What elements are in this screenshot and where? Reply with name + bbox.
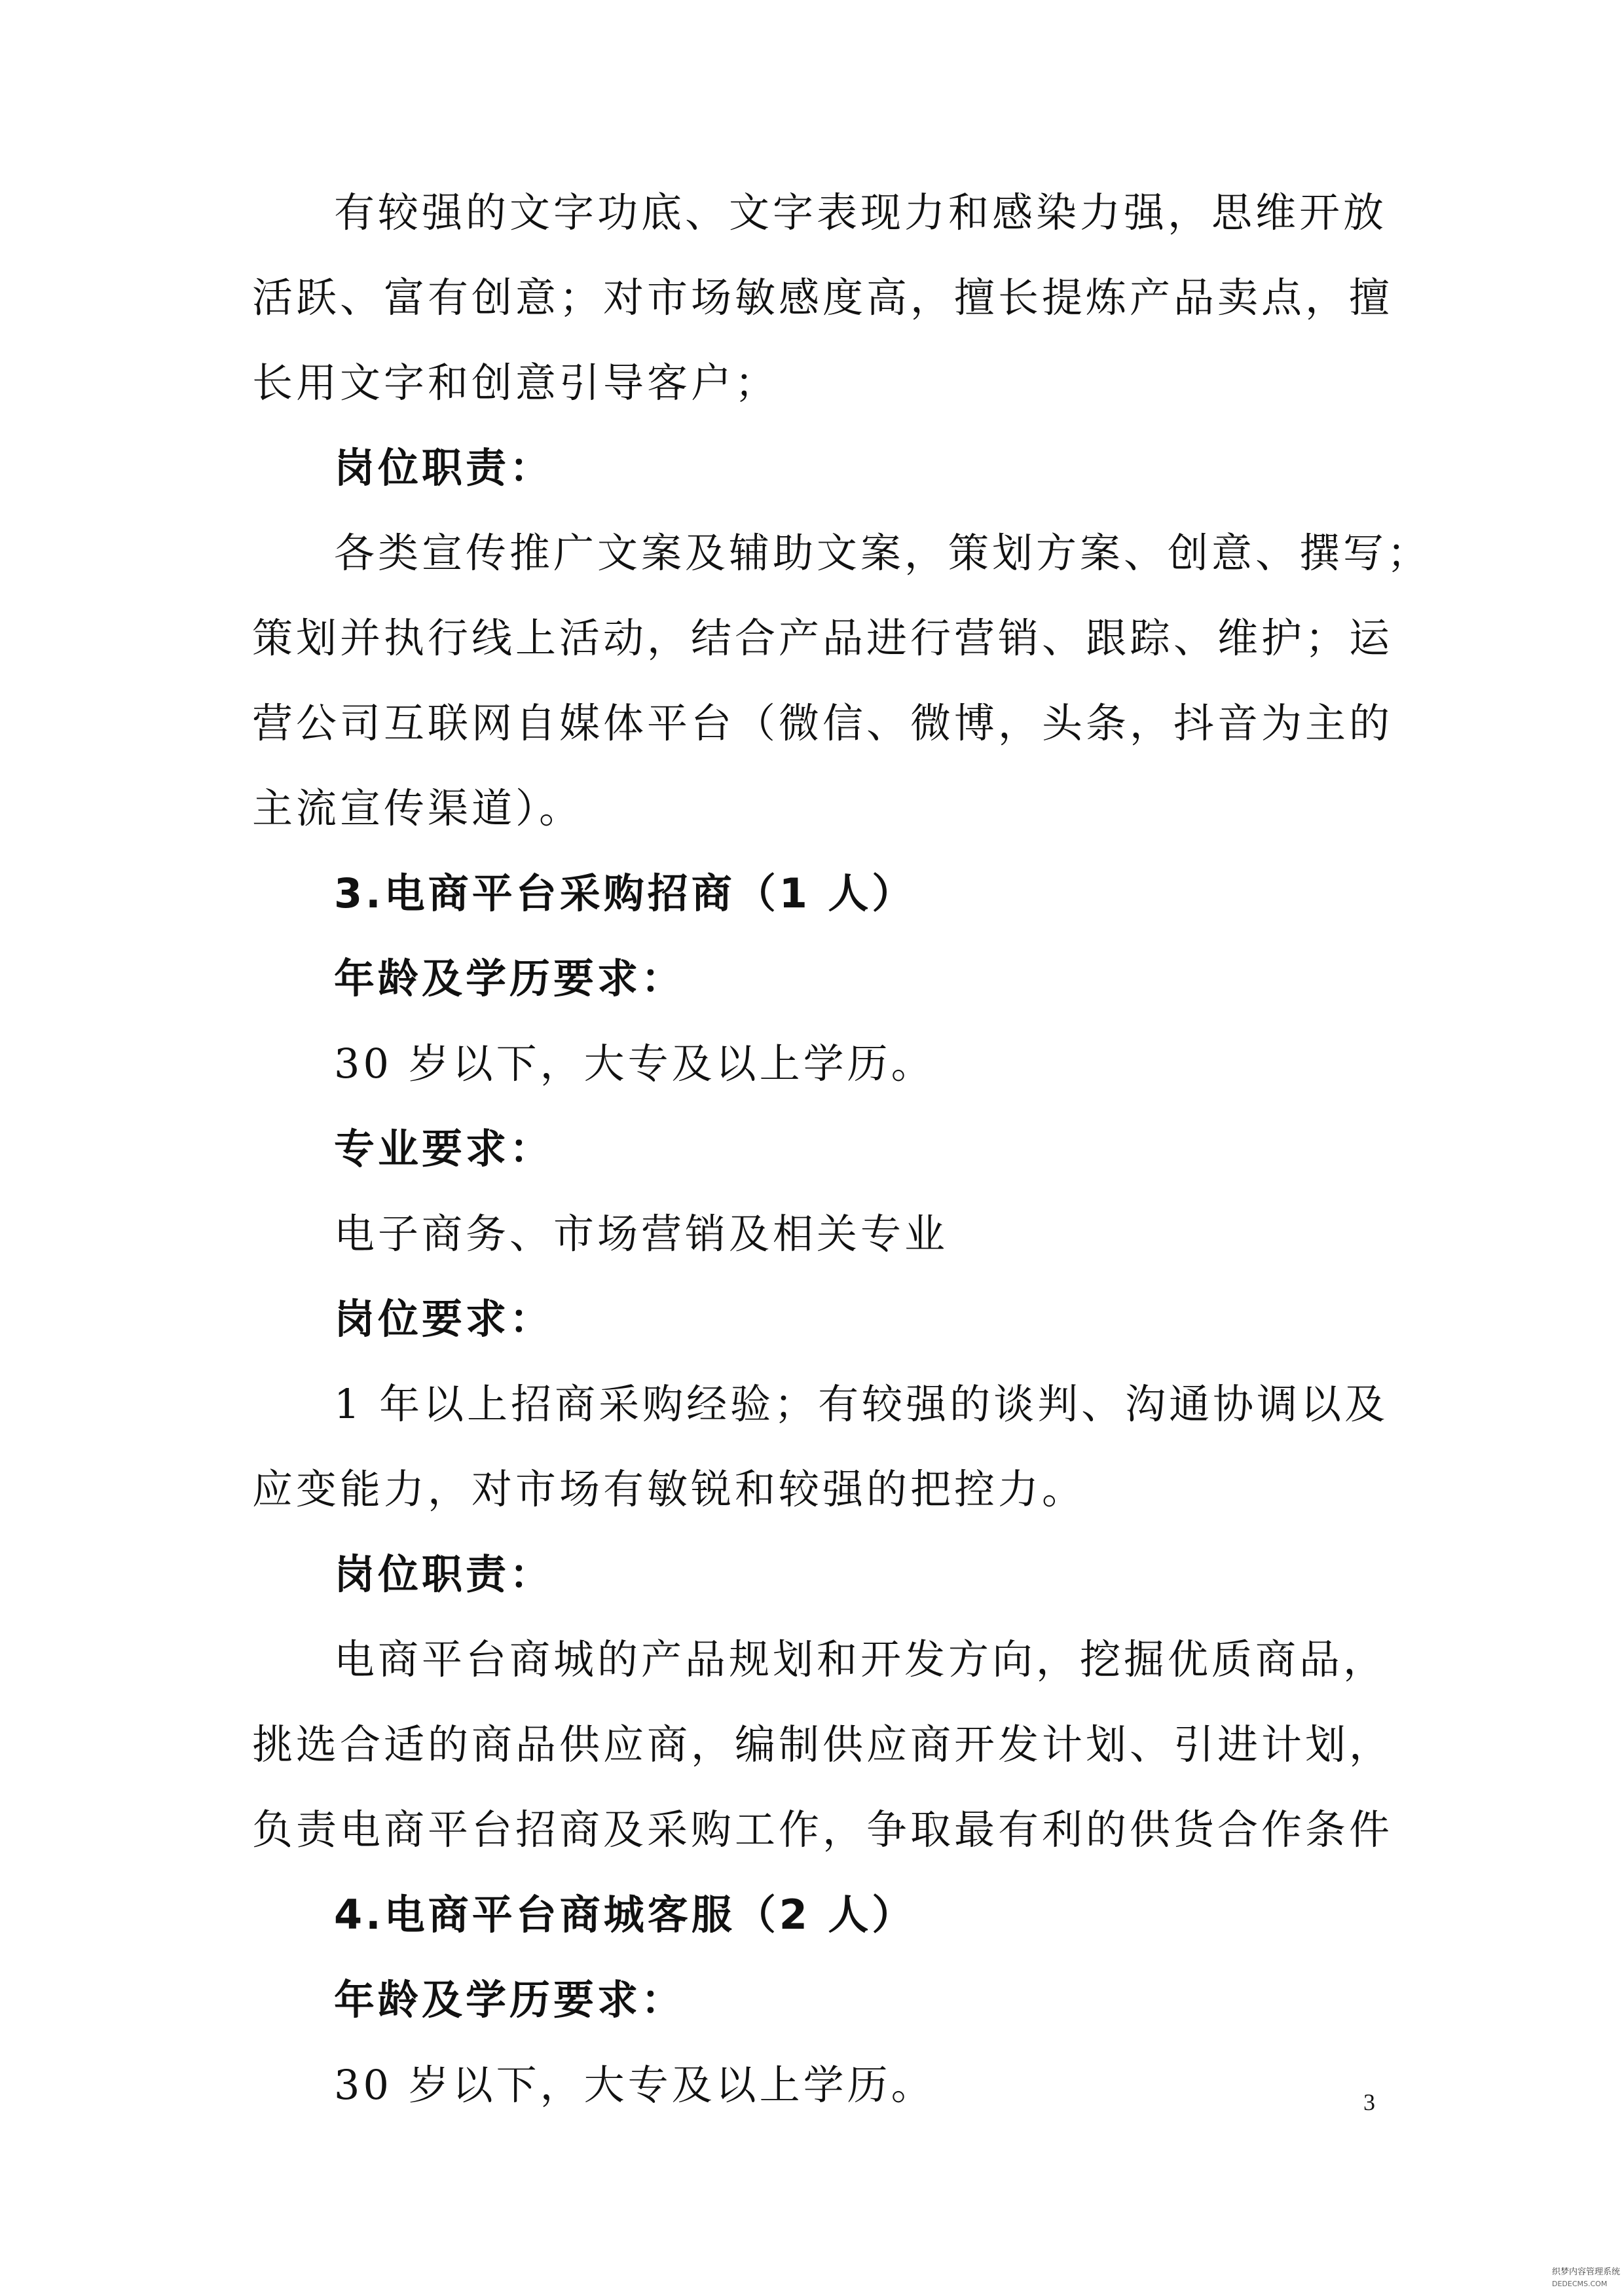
paragraph-line: 电子商务、市场营销及相关专业	[334, 1210, 949, 1258]
paragraph-line: 活跃、富有创意；对市场敏感度高，擅长提炼产品卖点，擅	[252, 274, 1393, 321]
paragraph-line: 1 年以上招商采购经验；有较强的谈判、沟通协调以及	[334, 1380, 1389, 1428]
paragraph-line: 电商平台商城的产品规划和开发方向，挖掘优质商品，	[334, 1635, 1388, 1683]
paragraph-line: 各类宣传推广文案及辅助文案，策划方案、创意、撰写；	[334, 529, 1431, 577]
position-title: 3.电商平台采购招商（1 人）	[334, 869, 916, 917]
watermark-subtext: DEDECMS.COM	[1552, 2280, 1608, 2288]
watermark-text: 织梦内容管理系统	[1552, 2267, 1621, 2277]
paragraph-line: 营公司互联网自媒体平台（微信、微博，头条，抖音为主的	[252, 699, 1393, 747]
paragraph-line: 挑选合适的商品供应商，编制供应商开发计划、引进计划，	[252, 1721, 1393, 1768]
page-number: 3	[1363, 2089, 1375, 2115]
section-heading: 年龄及学历要求：	[334, 955, 686, 1002]
paragraph-line: 30 岁以下，大专及以上学历。	[334, 2061, 935, 2109]
section-heading: 年龄及学历要求：	[334, 1976, 686, 2024]
section-heading: 专业要求：	[334, 1125, 554, 1173]
section-heading: 岗位职责：	[334, 444, 554, 492]
paragraph-line: 主流宣传渠道）。	[252, 784, 583, 832]
paragraph-line: 负责电商平台招商及采购工作，争取最有利的供货合作条件	[252, 1806, 1393, 1853]
paragraph-line: 长用文字和创意引导客户；	[252, 359, 779, 407]
position-title: 4.电商平台商城客服（2 人）	[334, 1891, 916, 1939]
paragraph-line: 有较强的文字功底、文字表现力和感染力强，思维开放	[334, 189, 1388, 236]
paragraph-line: 30 岁以下，大专及以上学历。	[334, 1040, 935, 1087]
watermark-logo	[1552, 2267, 1621, 2293]
paragraph-line: 应变能力，对市场有敏锐和较强的把控力。	[252, 1465, 1086, 1513]
paragraph-line: 策划并执行线上活动，结合产品进行营销、跟踪、维护；运	[252, 614, 1393, 662]
section-heading: 岗位要求：	[334, 1295, 554, 1343]
section-heading: 岗位职责：	[334, 1550, 554, 1598]
